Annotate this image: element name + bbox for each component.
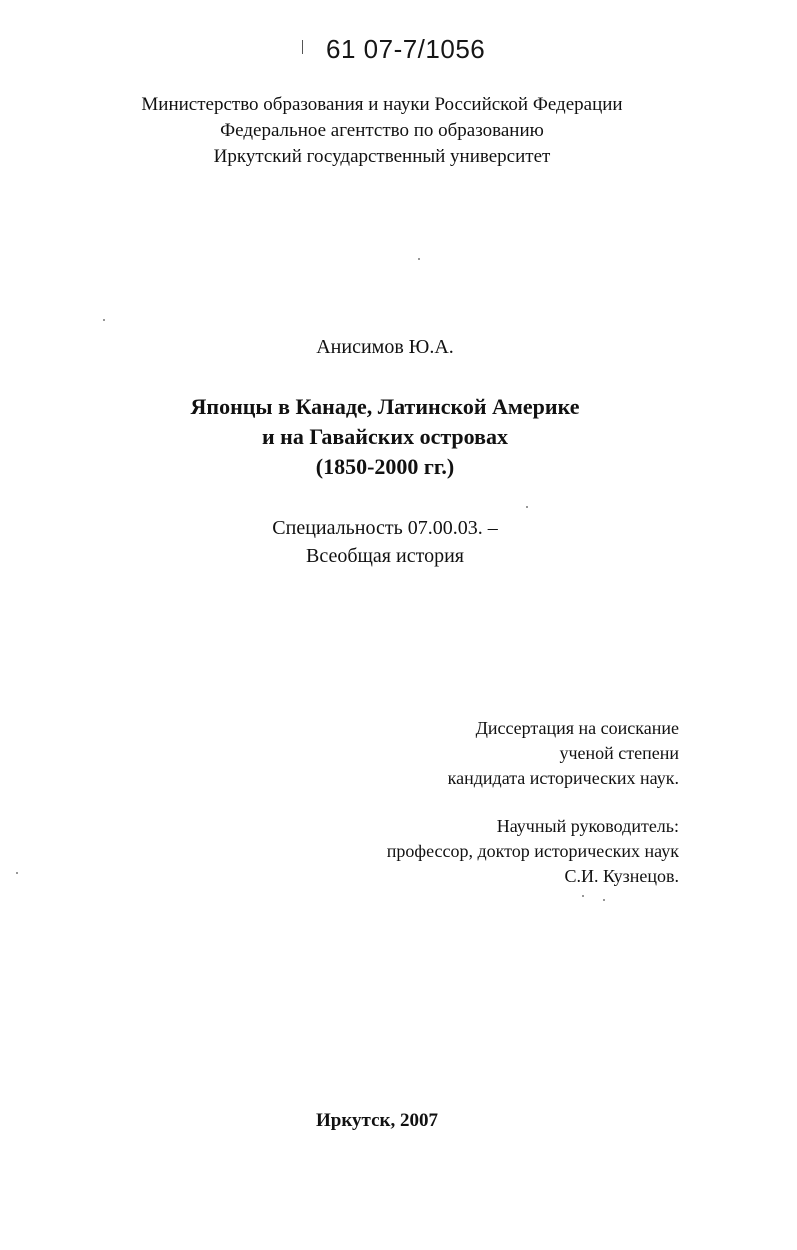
specialty-name-line: Всеобщая история bbox=[306, 545, 464, 567]
supervisor-title: профессор, доктор исторических наук bbox=[386, 841, 679, 861]
dissertation-line-3: кандидата исторических наук. bbox=[447, 768, 679, 788]
scan-speck bbox=[103, 319, 105, 321]
agency-line: Федеральное агентство по образованию bbox=[220, 120, 544, 141]
archive-stamp-number: 61 07-7/1056 bbox=[326, 34, 486, 64]
scan-speck bbox=[418, 258, 420, 260]
scan-speck bbox=[526, 506, 528, 508]
scan-mark bbox=[302, 40, 303, 54]
author-name: Анисимов Ю.А. bbox=[316, 336, 454, 358]
supervisor-name: С.И. Кузнецов. bbox=[564, 866, 679, 886]
dissertation-line-2: ученой степени bbox=[559, 743, 679, 763]
supervisor-block bbox=[387, 814, 679, 889]
dissertation-type-block bbox=[448, 716, 679, 791]
ministry-line: Министерство образования и науки Российской Федерации bbox=[141, 94, 623, 115]
university-line: Иркутский государственный университет bbox=[213, 146, 551, 167]
city-year: Иркутск, 2007 bbox=[316, 1110, 438, 1131]
dissertation-line-1: Диссертация на соискание bbox=[475, 718, 679, 738]
scan-speck bbox=[603, 899, 605, 901]
specialty-block bbox=[0, 514, 770, 570]
title-line-3: (1850-2000 гг.) bbox=[315, 454, 455, 479]
scan-speck bbox=[582, 895, 584, 897]
title-line-1: Японцы в Канаде, Латинской Америке bbox=[190, 394, 580, 419]
dissertation-title bbox=[0, 392, 770, 482]
title-line-2: и на Гавайских островах bbox=[262, 424, 508, 449]
supervisor-label: Научный руководитель: bbox=[496, 816, 679, 836]
scan-speck bbox=[16, 872, 18, 874]
institution-header bbox=[0, 92, 764, 170]
specialty-code-line: Специальность 07.00.03. – bbox=[272, 517, 498, 539]
